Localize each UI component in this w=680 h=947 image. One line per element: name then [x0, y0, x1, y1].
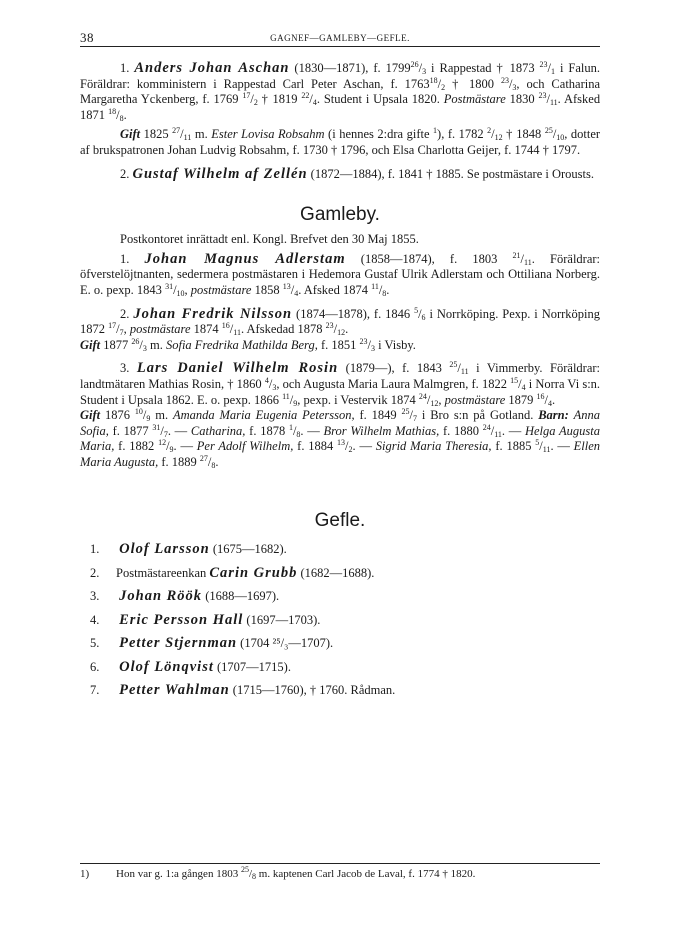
person-name: Gustaf Wilhelm af Zellén: [132, 165, 308, 182]
list-item: 6. Olof Lönqvist (1707—1715).: [90, 658, 291, 675]
person-name: Anders Johan Aschan: [134, 60, 290, 76]
gefle-list: [80, 542, 600, 707]
list-item: 4. Eric Persson Hall (1697—1703).: [90, 611, 321, 628]
list-item: 1. Olof Larsson (1675—1682).: [90, 541, 287, 558]
person-name: Olof Larsson: [119, 541, 210, 558]
footnote: 1) Hon var g. 1:a gången 1803 $^{25}/_8$ m. kaptenen Carl Jacob de Laval, f. 1774 † 1820.: [80, 863, 600, 881]
person-name: Lars Daniel Wilhelm Rosin: [136, 360, 339, 377]
list-item: 5. Petter Stjernman (1704 ²⁵/₃—1707).: [90, 635, 334, 652]
entry-anders-johan-aschan: 1. Anders Johan Aschan (1830—1871), f. $1799^{26}/_3$ i Rappestad † 1873 $^{23}/_1$ i Falun. Föräldrar: komministern i Rappestad Carl Peter Aschan, f. $1763^{18}/_2$ † 1800 $^{23}/_3$, och Catharina Margaretha Yckenberg, f. 1769 $^{17}/_2$ † 1819 $^{22}/_4$. Student i Upsala 1820. Postmästare 1830 $^{23}/_{11}$. Afsked 1871 $^{18}/_8$.: [80, 60, 601, 123]
list-item: 3. Johan Röök (1688—1697).: [90, 588, 280, 605]
running-head: [80, 30, 600, 47]
footnote-text-cont: m. kaptenen Carl Jacob de Laval, f. 1774 † 1820.: [258, 868, 476, 880]
person-name: Johan Magnus Adlerstam: [144, 250, 346, 267]
person-name: Olof Lönqvist: [119, 658, 214, 675]
footnote-text: Hon var g. 1:a gången 1803: [116, 868, 239, 880]
entry-johan-fredrik-nilsson: 2. Johan Fredrik Nilsson (1874—1878), f. 1846 $^5/_6$ i Norrköping. Pexp. i Norrköping 1872 $^{17}/_7$, postmästare 1874 $^{16}/_{11}$. Afskedad 1878 $^{23}/_{12}$. Gift 1877 $^{26}/_3$ m. Sofia Fredrika Mathilda Berg, f. 1851 $^{23}/_3$ i Visby.: [80, 305, 601, 353]
gamleby-intro: Postkontoret inrättadt enl. Kongl. Brefvet den 30 Maj 1855.: [120, 232, 419, 247]
person-name: Carin Grubb: [209, 564, 298, 581]
person-name: Johan Röök: [119, 588, 203, 605]
page: [80, 30, 600, 707]
entry-lars-daniel-wilhelm-rosin: 3. Lars Daniel Wilhelm Rosin (1879—), f. 1843 $^{25}/_{11}$ i Vimmerby. Föräldrar: landtmätaren Mathias Rosin, † 1860 $^4/_3$, och Augusta Maria Laura Malmgren, f. 1822 $^{15}/_4$ i Norra Vi s:n. Student i Upsala 1862. E. o. pexp. 1866 $^{11}/_9$, pexp. i Vestervik 1874 $^{24}/_{12}$, postmästare 1879 $^{16}/_4$. Gift 1876 $^{10}/_9$ m. Amanda Maria Eugenia Petersson, f. 1849 $^{25}/_7$ i Bro s:n på Gotland. Barn: Anna Sofia, f. 1877 $^{31}/_7$. — Catharina, f. 1878 $^1/_8$. — Bror Wilhelm Mathias, f. 1880 $^{24}/_{11}$. — Helga Augusta Maria, f. 1882 $^{12}/_9$. — Per Adolf Wilhelm, f. 1884 $^{13}/_2$. — Sigrid Maria Theresia, f. 1885 $^5/_{11}$. — Ellen Maria Augusta, f. 1889 $^{27}/_8$.: [80, 360, 601, 470]
section-heading-gefle: Gefle.: [314, 510, 366, 532]
person-name: Petter Stjernman: [119, 635, 238, 652]
list-item: 7. Petter Wahlman (1715—1760), † 1760. Rådman.: [90, 682, 396, 699]
page-number: 38: [80, 30, 94, 45]
gift-label: Gift: [80, 337, 101, 352]
entry-johan-magnus-adlerstam: 1. Johan Magnus Adlerstam (1858—1874), f. 1803 $^{21}/_{11}$. Föräldrar: öfverstelöjtnanten, sedermera postmästaren i Hedemora Gustaf Ulrik Adlerstam och Ottiliana Norberg. E. o. pexp. 1843 $^{31}/_{10}$, postmästare 1858 $^{13}/_4$. Afsked 1874 $^{11}/_8$.: [80, 250, 601, 298]
person-name: Johan Fredrik Nilsson: [133, 305, 293, 322]
entry-gustaf-wilhelm-af-zellen: 2. Gustaf Wilhelm af Zellén (1872—1884), f. 1841 † 1885. Se postmästare i Orousts.: [120, 165, 594, 182]
running-title: GAGNEF—GAMLEBY—GEFLE.: [270, 33, 410, 43]
list-item: 2. Postmästareenkan Carin Grubb (1682—1688).: [90, 564, 375, 581]
section-heading-gamleby: Gamleby.: [300, 204, 380, 226]
barn-label: Barn:: [538, 408, 569, 423]
footnote-ref: 1: [433, 126, 438, 136]
gift-label: Gift: [120, 127, 141, 142]
footnote-mark: 1): [80, 868, 90, 880]
person-name: Eric Persson Hall: [119, 611, 244, 628]
person-name: Petter Wahlman: [119, 682, 230, 699]
gagnef-section: [80, 61, 600, 182]
gamleby-section: [80, 232, 600, 470]
entry-aschan-marriage: Gift 1825 $^{27}/_{11}$ m. Ester Lovisa Robsahm (i hennes 2:dra gifte $^1$), f. 1782 $^2/_{12}$ † 1848 $^{25}/_{10}$, dotter af brukspatronen Johan Ludvig Robsahm, f. 1730 † 1796, och Elsa Charlotta Geijer, f. 1744 † 1797.: [80, 126, 601, 157]
gift-label: Gift: [80, 408, 101, 423]
